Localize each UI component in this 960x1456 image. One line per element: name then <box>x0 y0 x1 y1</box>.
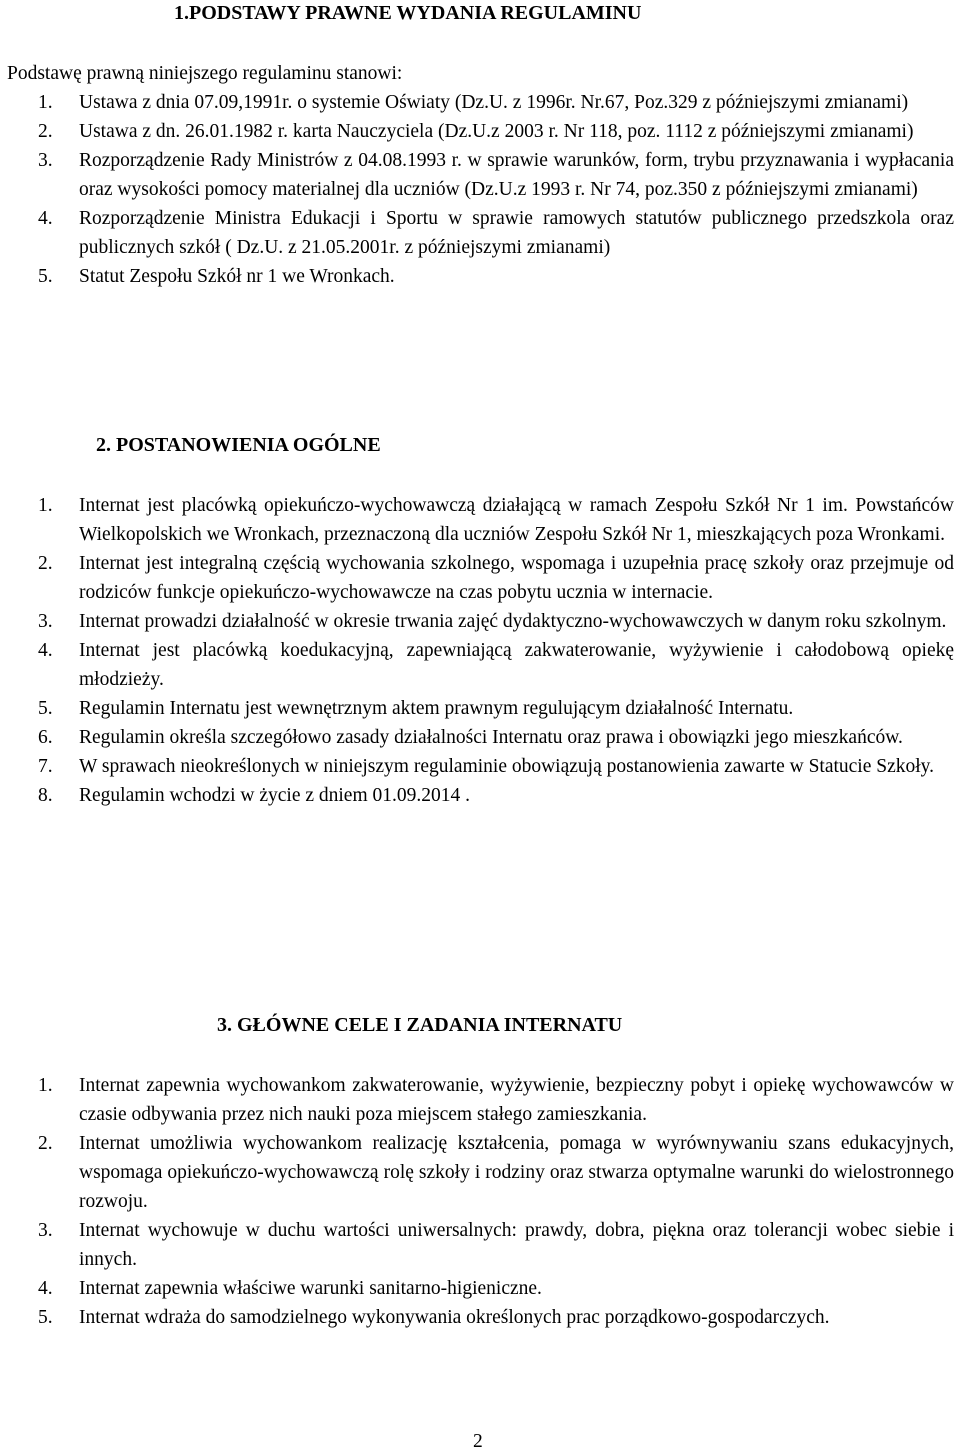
item-text: Internat zapewnia wychowankom zakwaterowanie, wyżywienie, bezpieczny pobyt i opiekę wychowawców w czasie odbywania przez nich nauki poza miejscem stałego zamieszkania. <box>79 1075 954 1125</box>
list-item <box>0 549 954 607</box>
item-number: 1. <box>38 92 53 113</box>
list-item <box>0 262 954 291</box>
item-number: 2. <box>38 553 53 574</box>
item-number: 2. <box>38 1133 53 1154</box>
item-number: 3. <box>38 1220 53 1241</box>
list-item <box>0 146 954 204</box>
list-item <box>0 723 954 752</box>
list-item <box>0 781 954 810</box>
item-text: Statut Zespołu Szkół nr 1 we Wronkach. <box>79 266 395 287</box>
item-number: 7. <box>38 756 53 777</box>
item-text: Internat wychowuje w duchu wartości uniwersalnych: prawdy, dobra, piękna oraz tolerancji wobec siebie i innych. <box>79 1220 954 1270</box>
item-text: Internat wdraża do samodzielnego wykonywania określonych prac porządkowo-gospodarczych. <box>79 1307 830 1328</box>
section-1-title: 1.PODSTAWY PRAWNE WYDANIA REGULAMINU <box>174 2 642 24</box>
item-number: 3. <box>38 150 53 171</box>
list-item <box>0 204 954 262</box>
item-number: 5. <box>38 698 53 719</box>
list-item <box>0 1129 954 1216</box>
item-number: 6. <box>38 727 53 748</box>
item-number: 3. <box>38 611 53 632</box>
item-text: Rozporządzenie Ministra Edukacji i Sportu w sprawie ramowych statutów publicznego przedszkola oraz publicznych szkół ( Dz.U. z 21.05.2001r. z późniejszymi zmianami) <box>79 208 954 258</box>
list-item <box>0 117 954 146</box>
list-item <box>0 694 954 723</box>
list-item <box>0 636 954 694</box>
section-3-title: 3. GŁÓWNE CELE I ZADANIA INTERNATU <box>217 1014 623 1036</box>
item-text: W sprawach nieokreślonych w niniejszym regulaminie obowiązują postanowienia zawarte w Statucie Szkoły. <box>79 756 935 777</box>
item-text: Regulamin wchodzi w życie z dniem 01.09.2014 . <box>79 785 470 806</box>
item-text: Internat jest placówką koedukacyjną, zapewniającą zakwaterowanie, wyżywienie i całodobową opiekę młodzieży. <box>79 640 954 690</box>
item-number: 4. <box>38 208 53 229</box>
page-number: 2 <box>473 1431 483 1452</box>
item-number: 1. <box>38 1075 53 1096</box>
section-1-intro: Podstawę prawną niniejszego regulaminu stanowi: <box>7 63 403 84</box>
item-number: 5. <box>38 1307 53 1328</box>
list-item <box>0 752 954 781</box>
item-number: 5. <box>38 266 53 287</box>
list-item <box>0 88 954 117</box>
item-text: Internat prowadzi działalność w okresie trwania zajęć dydaktyczno-wychowawczych w danym roku szkolnym. <box>79 611 947 632</box>
item-text: Regulamin określa szczegółowo zasady działalności Internatu oraz prawa i obowiązki jego mieszkańców. <box>79 727 903 748</box>
item-text: Ustawa z dnia 07.09,1991r. o systemie Oświaty (Dz.U. z 1996r. Nr.67, Poz.329 z późniejszymi zmianami) <box>79 92 909 113</box>
item-number: 4. <box>38 640 53 661</box>
item-number: 4. <box>38 1278 53 1299</box>
section-3-list <box>0 1071 954 1332</box>
item-text: Rozporządzenie Rady Ministrów z 04.08.1993 r. w sprawie warunków, form, trybu przyznawania i wypłacania oraz wysokości pomocy materialnej dla uczniów (Dz.U.z 1993 r. Nr 74, poz.350 z późniejszymi zmianami) <box>79 150 954 200</box>
list-item <box>0 491 954 549</box>
section-1-list <box>0 88 954 291</box>
list-item <box>0 1274 954 1303</box>
list-item <box>0 1216 954 1274</box>
item-text: Ustawa z dn. 26.01.1982 r. karta Nauczyciela (Dz.U.z 2003 r. Nr 118, poz. 1112 z późniejszymi zmianami) <box>79 121 914 142</box>
item-text: Internat zapewnia właściwe warunki sanitarno-higieniczne. <box>79 1278 542 1299</box>
list-item <box>0 607 954 636</box>
item-text: Regulamin Internatu jest wewnętrznym aktem prawnym regulującym działalność Internatu. <box>79 698 794 719</box>
section-2-list <box>0 491 954 810</box>
section-2-title: 2. POSTANOWIENIA OGÓLNE <box>96 434 381 456</box>
item-text: Internat umożliwia wychowankom realizację kształcenia, pomaga w wyrównywaniu szans edukacyjnych, wspomaga opiekuńczo-wychowawczą rolę szkoły i rodziny oraz stwarza optymalne warunki do wielostronnego rozwoju. <box>79 1133 954 1212</box>
item-number: 1. <box>38 495 53 516</box>
item-text: Internat jest integralną częścią wychowania szkolnego, wspomaga i uzupełnia pracę szkoły oraz przejmuje od rodziców funkcje opiekuńczo-wychowawcze na czas pobytu ucznia w internacie. <box>79 553 954 603</box>
list-item <box>0 1071 954 1129</box>
item-number: 2. <box>38 121 53 142</box>
list-item <box>0 1303 954 1332</box>
item-text: Internat jest placówką opiekuńczo-wychowawczą działającą w ramach Zespołu Szkół Nr 1 im. Powstańców Wielkopolskich we Wronkach, przeznaczoną dla uczniów Zespołu Szkół Nr 1, mieszkających poza Wronkami. <box>79 495 954 545</box>
item-number: 8. <box>38 785 53 806</box>
